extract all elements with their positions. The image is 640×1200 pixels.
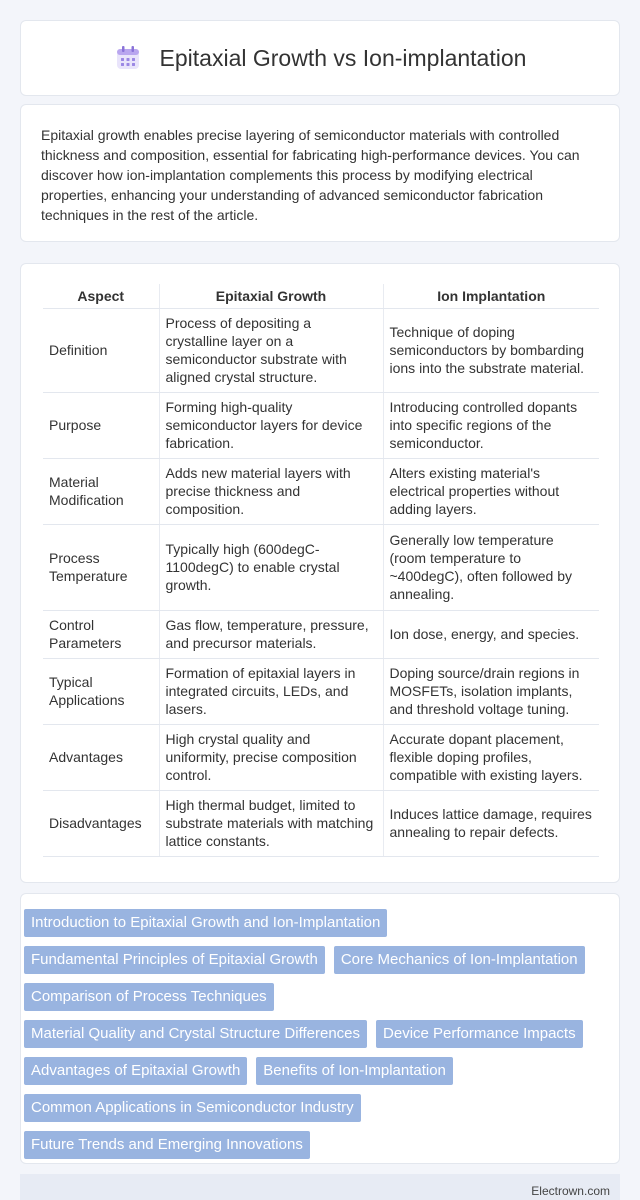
- comparison-table: [43, 284, 599, 857]
- intro-card: [20, 104, 620, 242]
- cell-epitaxial: Forming high-quality semiconductor layers for device fabrication.: [159, 392, 383, 458]
- column-header-ion: Ion Implantation: [383, 284, 599, 308]
- cell-epitaxial: High crystal quality and uniformity, precise composition control.: [159, 724, 383, 790]
- table-header-row: [43, 284, 599, 308]
- cell-epitaxial: Gas flow, temperature, pressure, and precursor materials.: [159, 610, 383, 658]
- related-topics-card: [20, 893, 620, 1164]
- cell-ion: Induces lattice damage, requires annealing to repair defects.: [383, 790, 599, 856]
- topic-link[interactable]: Common Applications in Semiconductor Industry: [24, 1094, 361, 1122]
- cell-ion: Accurate dopant placement, flexible doping profiles, compatible with existing layers.: [383, 724, 599, 790]
- cell-aspect: Material Modification: [43, 458, 159, 524]
- table-row: [43, 724, 599, 790]
- cell-aspect: Advantages: [43, 724, 159, 790]
- table-row: [43, 308, 599, 392]
- cell-aspect: Control Parameters: [43, 610, 159, 658]
- cell-ion: Introducing controlled dopants into specific regions of the semiconductor.: [383, 392, 599, 458]
- cell-epitaxial: Formation of epitaxial layers in integrated circuits, LEDs, and lasers.: [159, 658, 383, 724]
- footer-site-name: Electrown.com: [531, 1184, 610, 1198]
- cell-aspect: Typical Applications: [43, 658, 159, 724]
- topic-link[interactable]: Introduction to Epitaxial Growth and Ion-Implantation: [24, 909, 387, 937]
- cell-epitaxial: Typically high (600degC-1100degC) to enable crystal growth.: [159, 524, 383, 610]
- topic-link[interactable]: Benefits of Ion-Implantation: [256, 1057, 453, 1085]
- column-header-aspect: Aspect: [43, 284, 159, 308]
- topic-links: [24, 909, 619, 1159]
- intro-paragraph: Epitaxial growth enables precise layering of semiconductor materials with controlled thickness and composition, essential for fabricating high-performance devices. You can discover how ion-implantation complements this process by modifying electrical properties, enhancing your understanding of advanced semiconductor fabrication techniques in the rest of the article.: [41, 127, 580, 223]
- topic-link[interactable]: Advantages of Epitaxial Growth: [24, 1057, 247, 1085]
- table-row: [43, 458, 599, 524]
- cell-epitaxial: Adds new material layers with precise thickness and composition.: [159, 458, 383, 524]
- cell-epitaxial: High thermal budget, limited to substrate materials with matching lattice constants.: [159, 790, 383, 856]
- topic-link[interactable]: Fundamental Principles of Epitaxial Growth: [24, 946, 325, 974]
- topic-link[interactable]: Material Quality and Crystal Structure Differences: [24, 1020, 367, 1048]
- cell-ion: Generally low temperature (room temperature to ~400degC), often followed by annealing.: [383, 524, 599, 610]
- cell-ion: Doping source/drain regions in MOSFETs, isolation implants, and threshold voltage tuning.: [383, 658, 599, 724]
- cell-aspect: Definition: [43, 308, 159, 392]
- comparison-card: [20, 263, 620, 883]
- column-header-epitaxial: Epitaxial Growth: [159, 284, 383, 308]
- cell-ion: Ion dose, energy, and species.: [383, 610, 599, 658]
- calendar-grid-icon: [114, 44, 142, 72]
- table-row: [43, 790, 599, 856]
- topic-link[interactable]: Comparison of Process Techniques: [24, 983, 274, 1011]
- table-row: [43, 610, 599, 658]
- topic-link[interactable]: Device Performance Impacts: [376, 1020, 583, 1048]
- table-row: [43, 392, 599, 458]
- cell-aspect: Process Temperature: [43, 524, 159, 610]
- cell-epitaxial: Process of depositing a crystalline layer on a semiconductor substrate with aligned crystal structure.: [159, 308, 383, 392]
- cell-aspect: Disadvantages: [43, 790, 159, 856]
- table-row: [43, 524, 599, 610]
- cell-aspect: Purpose: [43, 392, 159, 458]
- cell-ion: Technique of doping semiconductors by bombarding ions into the substrate material.: [383, 308, 599, 392]
- cell-ion: Alters existing material's electrical properties without adding layers.: [383, 458, 599, 524]
- topic-link[interactable]: Core Mechanics of Ion-Implantation: [334, 946, 585, 974]
- table-row: [43, 658, 599, 724]
- title-card: [20, 20, 620, 96]
- topic-link[interactable]: Future Trends and Emerging Innovations: [24, 1131, 310, 1159]
- footer: [20, 1174, 620, 1200]
- page-title: Epitaxial Growth vs Ion-implantation: [159, 44, 527, 71]
